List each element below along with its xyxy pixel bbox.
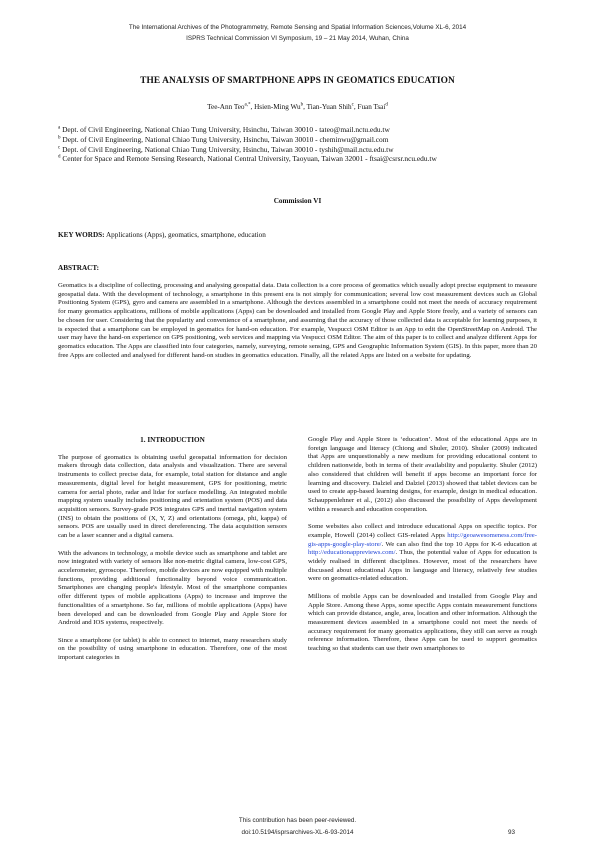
affiliation-text: Center for Space and Remote Sensing Research, National Central University, Taoyuan, Taiwan 32001 - ftsai@csrsr.ncu.edu.tw [62, 154, 437, 164]
author-separator: , [250, 103, 255, 111]
affiliation-text: Dept. of Civil Engineering, National Chiao Tung University, Hsinchu, Taiwan 30010 - tyshih@mail.nctu.edu.tw [62, 144, 394, 154]
affiliation-c [58, 145, 538, 155]
author-name: Fuan Tsai [357, 103, 386, 111]
author-name: Tian-Yuan Shih [306, 103, 352, 111]
affiliation-text: Dept. of Civil Engineering, National Chiao Tung University, Hsinchu, Taiwan 30010 - tateo@mail.nctu.edu.tw [62, 125, 390, 134]
affiliation-text: Dept. of Civil Engineering, National Chiao Tung University, Hsinchu, Taiwan 30010 - cheminwu@gmail.com [62, 134, 389, 144]
geoawesomeness-link[interactable]: http://geoawesomeness.com/free-gis-apps-google-play-store/ [308, 531, 537, 548]
affiliation-superscript: d [58, 154, 61, 160]
paragraph: Millions of mobile Apps can be downloaded and installed from Google Play and Apple Store. Among these Apps, some specific Apps contain measurement functions which can provide distance, angle, area, location and other information. Although the measurement devices assembled in a smartphone could not meet the needs of accuracy requirement for many geomatics applications, they still can serve as rough reference information. Therefore, these Apps can be used to support geomatics teaching so that students can use their own smartphones to [308, 592, 537, 653]
abstract-body: Geomatics is a discipline of collecting, processing and analysing geospatial data. Data collection is a core process of geomatics which usually adopt precise equipment to measure geospatial data. With the development of technology, a smartphone in this present era is not simply for communication; several low cost measurement devices such as Global Positioning System (GPS), gyro and camera are assembled in a smartphone. Although the devices assembled in a smartphone could not meet the needs of accuracy requirement for many geomatics applications, millions of mobile applications (Apps) can be downloaded and installed from Google Play and Apple Store freely, and a variety of sensors can be chosen for user. Considering that the popularity and convenience of a smartphone, and assuming that the accuracy of those collected data is acceptable for learning purposes, it is expected that a smartphone can be employed in geomatics for hand-on education. For example, Vespucci OSM Editor is an App to edit the OpenStreetMap on Android. The user may have the hand-on experience on GPS positioning, web services and mapping via Vespucci OSM Editor. The aim of this paper is to collect and analyze different Apps for geomatics education. The Apps are classified into four categories, namely, surveying, remote sensing, GPS and Geographic Information System (GIS). In this paper, more than 20 free Apps are collected and analysed for different hand-on studies in geomatics education. Finally, all the related Apps are listed on a website for updating. [58, 282, 537, 359]
author-name: Tee-Ann Teo [207, 103, 245, 111]
author-name: Hsien-Ming Wu [254, 103, 301, 111]
affiliation-superscript: c [58, 145, 61, 151]
running-header-line-2: ISPRS Technical Commission VI Symposium, 19 – 21 May 2014, Wuhan, China [186, 35, 409, 42]
affiliations [58, 125, 538, 164]
affiliation-superscript: a [58, 125, 61, 131]
abstract-heading: ABSTRACT: [58, 264, 100, 272]
footer-peer-reviewed: This contribution has been peer-reviewed. [238, 817, 357, 824]
paper-title: THE ANALYSIS OF SMARTPHONE APPS IN GEOMATICS EDUCATION [140, 76, 455, 86]
affiliation-b [58, 135, 538, 145]
section-heading-introduction: 1. INTRODUCTION [140, 436, 205, 444]
paragraph: The purpose of geomatics is obtaining useful geospatial information for decision makers through data collection, data analysis and visualization. There are several instruments to collect precise data, for example, total station for distance and angle measurements, digital level for height measurement, GPS for positioning, metric camera for aerial photo, radar and lidar for surface modelling. An integrated mobile mapping system usually includes positioning and orientation system (POS) and data acquisition sensors. Survey-grade POS integrates GPS and inertial navigation system (INS) to obtain the positions of (X, Y, Z) and orientations (omega, phi, kappa) of sensors. POS are usually used in direct dereferencing. The data acquisition sensors can be a laser scanner and a digital camera. [58, 453, 287, 540]
keywords-line [58, 231, 538, 239]
affiliation-a [58, 125, 538, 135]
author-superscript: c [351, 102, 354, 108]
affiliation-d [58, 154, 538, 164]
affiliation-superscript: b [58, 135, 61, 141]
author-superscript: d [385, 102, 388, 108]
paragraph: Since a smartphone (or tablet) is able to connect to internet, many researchers study on the possibility of using smartphone in education. Therefore, one of the most important categories in [58, 636, 287, 662]
author-superscript: a,* [244, 102, 251, 108]
author-separator: , [303, 103, 307, 111]
author-separator: , [353, 103, 358, 111]
commission-label: Commission VI [273, 197, 322, 205]
paragraph: Google Play and Apple Store is ‘education’. Most of the educational Apps are in foreign language and literacy (Chiong and Shuler, 2010). Shuler (2009) indicated that Apps are unquestionably a new medium for providing educational content to children nationwide, both in terms of their availability and popularity. Shuler (2012) also considered that children will benefit if apps become an important force for learning and discovery. Dalziel and Dalziel (2013) showed that tablet devices can be used to create app-based learning designs, for example, design in medical education. Schauppenlehner et al., (2012) also discussed the possibility of Apps development within a research and education cooperation. [308, 436, 537, 513]
author-list [0, 103, 595, 111]
paragraph-text: . We can also find the top 10 Apps for K-6 education at [381, 540, 537, 548]
paragraph-text: . Thus, the potential value of Apps for education is widely realised in different disciplines. However, most of the researchers have discussed about educational Apps in language and literacy, relatively few studies were on geomatics-related education. [308, 549, 537, 583]
footer-doi: doi:10.5194/isprsarchives-XL-6-93-2014 [241, 829, 354, 836]
keywords-label: KEY WORDS: [58, 231, 105, 239]
left-column [58, 436, 287, 672]
paragraph-with-links [308, 523, 537, 584]
page-number: 93 [508, 829, 516, 836]
educationappreviews-link[interactable]: http://educationappreviews.com/ [308, 549, 396, 557]
author-superscript: b [300, 102, 304, 108]
right-column [308, 436, 537, 663]
paragraph: With the advances in technology, a mobile device such as smartphone and tablet are now integrated with variety of sensors like non-metric digital camera, low-cost GPS, accelerometer, gyroscope. Therefore, mobile devices are now equipped with multiple functions, providing additional functionality beyond voice communication. Smartphones are changing people's lifestyle. Most of the smartphone companies offer different types of mobile applications (Apps) to increase and improve the functionalities of a smartphone. So far, millions of mobile applications (Apps) have been developed and can be downloaded from Google Play and Apple Store for Android and IOS systems, respectively. [58, 549, 287, 627]
paragraph-text: Some websites also collect and introduce educational Apps on specific topics. For example, Howell (2014) collect GIS-related Apps [308, 523, 537, 539]
running-header-line-1: The International Archives of the Photogrammetry, Remote Sensing and Spatial Information Sciences,Volume XL-6, 2014 [128, 24, 467, 31]
keywords-text: Applications (Apps), geomatics, smartphone, education [105, 231, 266, 239]
